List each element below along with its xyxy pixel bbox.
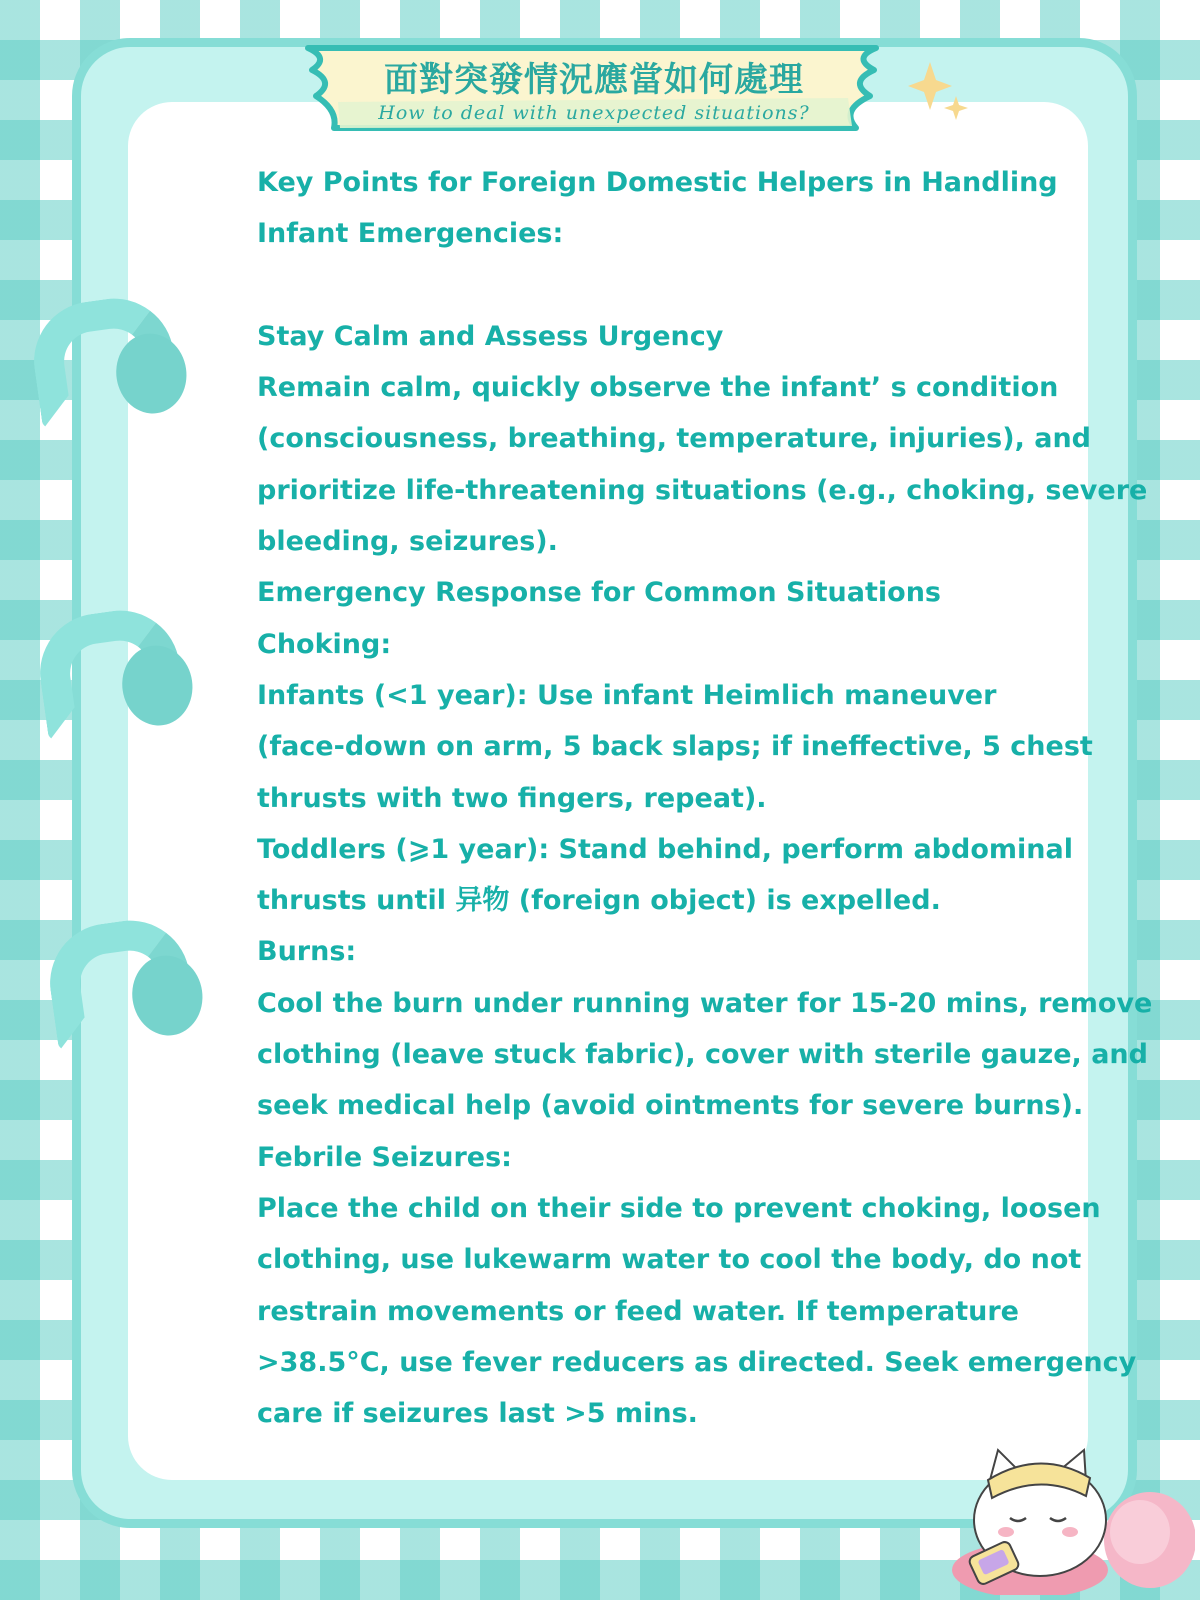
text-line: Infant Emergencies:	[257, 218, 564, 250]
banner-title: 面對突發情況應當如何處理	[384, 60, 804, 100]
emergency-guide-text	[257, 157, 1153, 1439]
text-line: clothing, use lukewarm water to cool the body, do not	[257, 1244, 1082, 1276]
sparkle-icon	[906, 58, 976, 128]
text-line: (face-down on arm, 5 back slaps; if ineffective, 5 chest	[257, 731, 1093, 763]
text-line: >38.5°C, use fever reducers as directed. Seek emergency	[257, 1346, 1137, 1378]
text-line: Burns:	[257, 936, 357, 968]
title-banner	[300, 40, 888, 132]
text-line: (consciousness, breathing, temperature, injuries), and	[257, 423, 1091, 455]
text-line: thrusts until 异物 (foreign object) is expelled.	[257, 885, 941, 917]
text-line: Stay Calm and Assess Urgency	[257, 320, 724, 352]
text-line: Choking:	[257, 628, 392, 660]
banner-subtitle: How to deal with unexpected situations?	[378, 102, 810, 124]
text-line: restrain movements or feed water. If temperature	[257, 1295, 1019, 1327]
sleeping-cat-icon	[950, 1440, 1195, 1595]
text-line: thrusts with two fingers, repeat).	[257, 782, 767, 814]
text-line: Febrile Seizures:	[257, 1141, 512, 1173]
blank-line	[257, 260, 1117, 311]
text-line: bleeding, seizures).	[257, 526, 558, 558]
text-line: Place the child on their side to prevent choking, loosen	[257, 1192, 1101, 1224]
text-line: prioritize life-threatening situations (e.g., choking, severe	[257, 474, 1148, 506]
text-line: Infants (<1 year): Use infant Heimlich maneuver	[257, 679, 997, 711]
text-line: clothing (leave stuck fabric), cover with sterile gauze, and	[257, 1039, 1148, 1071]
text-line: Cool the burn under running water for 15-20 mins, remove	[257, 987, 1153, 1019]
text-line: Toddlers (⩾1 year): Stand behind, perform abdominal	[257, 833, 1073, 865]
text-line: Emergency Response for Common Situations	[257, 577, 941, 609]
text-line: Key Points for Foreign Domestic Helpers in Handling	[257, 167, 1058, 198]
text-line: seek medical help (avoid ointments for severe burns).	[257, 1090, 1084, 1122]
text-line: Remain calm, quickly observe the infant’ s condition	[257, 372, 1059, 404]
text-line: care if seizures last >5 mins.	[257, 1398, 698, 1430]
